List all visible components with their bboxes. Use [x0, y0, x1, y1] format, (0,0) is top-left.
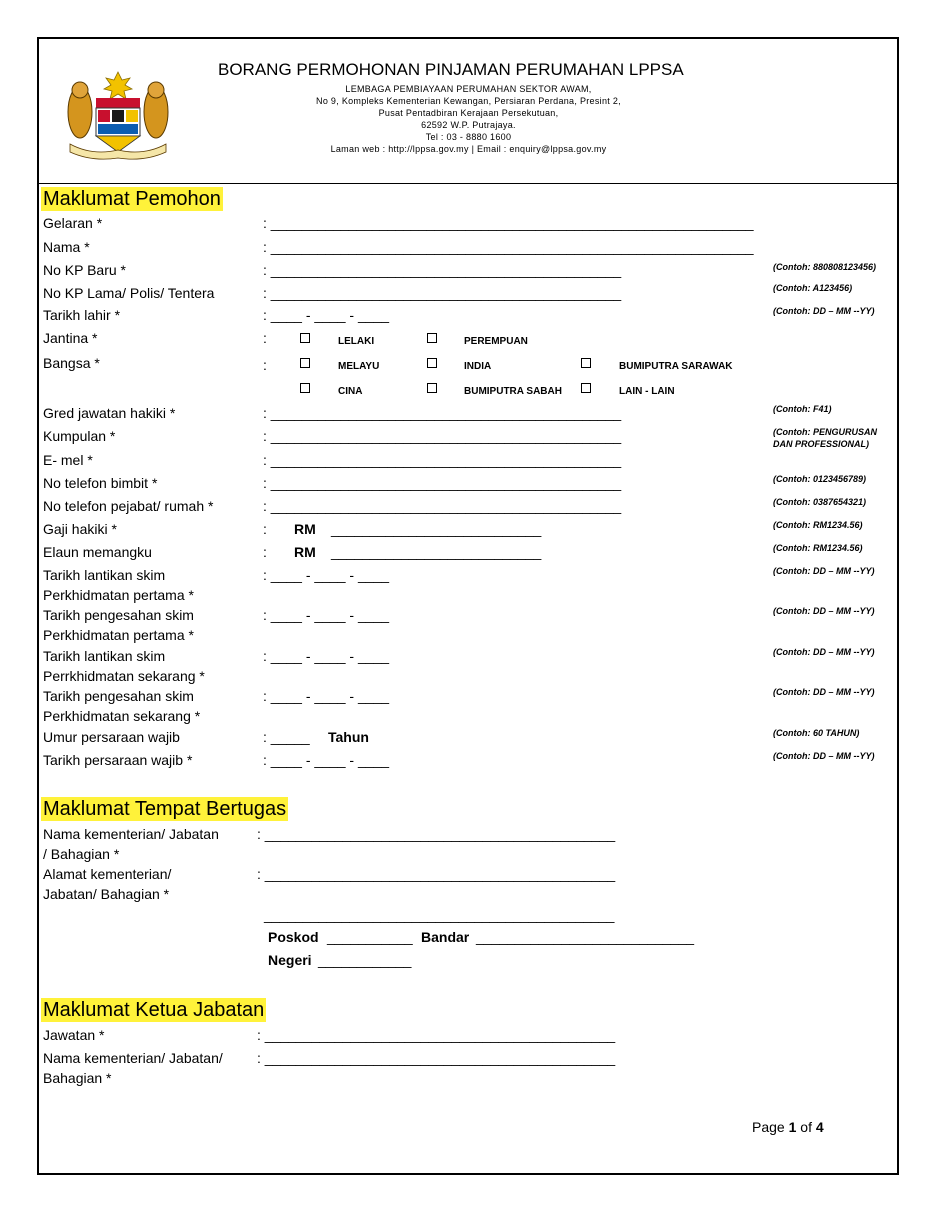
gred-field[interactable]: : _____________________________________________: [263, 405, 622, 421]
bandar-field[interactable]: ____________________________: [476, 929, 695, 945]
bangsa-label: Bangsa *: [43, 355, 100, 371]
lain-lain-checkbox[interactable]: [581, 383, 591, 393]
alamat-label: Alamat kementerian/: [43, 866, 172, 882]
tarikh-persaraan-example: (Contoh: DD – MM --YY): [773, 751, 875, 761]
tempat-kementerian-label: Nama kementerian/ Jabatan: [43, 826, 219, 842]
tel-pejabat-example: (Contoh: 0387654321): [773, 497, 867, 507]
pengesahan-pertama-label: Tarikh pengesahan skim: [43, 607, 194, 623]
page-current: 1: [788, 1119, 797, 1135]
kp-lama-example: (Contoh: A123456): [773, 283, 853, 293]
elaun-colon: :: [263, 544, 267, 560]
tarikh-persaraan-field[interactable]: : ____ - ____ - ____: [263, 752, 390, 768]
pengesahan-sekarang-example: (Contoh: DD – MM --YY): [773, 687, 875, 697]
kp-lama-field[interactable]: : _____________________________________________: [263, 285, 622, 301]
gaji-example: (Contoh: RM1234.56): [773, 520, 863, 530]
poskod-field[interactable]: ___________: [327, 929, 413, 945]
jawatan-field[interactable]: : _____________________________________________: [257, 1027, 616, 1043]
gelaran-field[interactable]: : ______________________________________________________________: [263, 215, 754, 231]
lain-lain-option: LAIN - LAIN: [619, 386, 675, 397]
ketua-kementerian-label: Bahagian *: [43, 1070, 112, 1086]
elaun-example: (Contoh: RM1234.56): [773, 543, 863, 553]
tel-bimbit-label: No telefon bimbit *: [43, 475, 158, 491]
tel-bimbit-example: (Contoh: 0123456789): [773, 474, 867, 484]
lantikan-pertama-example: (Contoh: DD – MM --YY): [773, 566, 875, 576]
gaji-colon: :: [263, 521, 267, 537]
kp-baru-field[interactable]: : _____________________________________________: [263, 262, 622, 278]
india-checkbox[interactable]: [427, 358, 437, 368]
tel-bimbit-field[interactable]: : _____________________________________________: [263, 475, 622, 491]
perempuan-checkbox[interactable]: [427, 333, 437, 343]
tarikh-lahir-field[interactable]: : ____ - ____ - ____: [263, 307, 390, 323]
bumiputra-sabah-option: BUMIPUTRA SABAH: [464, 386, 562, 397]
alamat-field[interactable]: : _____________________________________________: [257, 866, 616, 882]
negeri-label: Negeri: [268, 952, 312, 968]
lelaki-checkbox[interactable]: [300, 333, 310, 343]
page-number: [752, 1119, 824, 1135]
kumpulan-example: DAN PROFESSIONAL): [773, 439, 870, 449]
melayu-option: MELAYU: [338, 361, 380, 372]
kumpulan-label: Kumpulan *: [43, 428, 116, 444]
melayu-checkbox[interactable]: [300, 358, 310, 368]
bumiputra-sabah-checkbox[interactable]: [427, 383, 437, 393]
lantikan-sekarang-label: Perrkhidmatan sekarang *: [43, 668, 205, 684]
tarikh-lahir-label: Tarikh lahir *: [43, 307, 121, 323]
address-line: Pusat Pentadbiran Kerajaan Persekutuan,: [378, 108, 559, 118]
jawatan-label: Jawatan *: [43, 1027, 105, 1043]
bangsa-colon: :: [263, 357, 267, 373]
alamat-field-line2[interactable]: _____________________________________________: [264, 907, 615, 923]
bumiputra-sarawak-option: BUMIPUTRA SARAWAK: [619, 361, 733, 372]
emel-label: E- mel *: [43, 452, 93, 468]
kp-baru-example: (Contoh: 880808123456): [773, 262, 877, 272]
pengesahan-sekarang-label: Perkhidmatan sekarang *: [43, 708, 201, 724]
elaun-label: Elaun memangku: [43, 544, 152, 560]
umur-field[interactable]: : _____: [263, 729, 310, 745]
lantikan-sekarang-example: (Contoh: DD – MM --YY): [773, 647, 875, 657]
gred-example: (Contoh: F41): [773, 404, 832, 414]
emel-field[interactable]: : _____________________________________________: [263, 452, 622, 468]
elaun-currency: RM: [294, 544, 316, 560]
pengesahan-sekarang-label: Tarikh pengesahan skim: [43, 688, 194, 704]
form-title: BORANG PERMOHONAN PINJAMAN PERUMAHAN LPPSA: [218, 60, 684, 79]
india-option: INDIA: [464, 361, 492, 372]
ketua-kementerian-label: Nama kementerian/ Jabatan/: [43, 1050, 223, 1066]
pengesahan-pertama-label: Perkhidmatan pertama *: [43, 627, 194, 643]
negeri-field[interactable]: ____________: [318, 952, 412, 968]
alamat-label: Jabatan/ Bahagian *: [43, 886, 170, 902]
kumpulan-field[interactable]: : _____________________________________________: [263, 428, 622, 444]
lantikan-pertama-label: Perkhidmatan pertama *: [43, 587, 194, 603]
lantikan-sekarang-label: Tarikh lantikan skim: [43, 648, 166, 664]
kumpulan-example: (Contoh: PENGURUSAN: [773, 427, 877, 437]
page-total: 4: [815, 1119, 824, 1135]
lantikan-sekarang-field[interactable]: : ____ - ____ - ____: [263, 648, 390, 664]
umur-label: Umur persaraan wajib: [43, 729, 180, 745]
pengesahan-sekarang-field[interactable]: : ____ - ____ - ____: [263, 688, 390, 704]
nama-field[interactable]: : ______________________________________________________________: [263, 239, 754, 255]
section-title-tempat: Maklumat Tempat Bertugas: [43, 798, 287, 820]
perempuan-option: PEREMPUAN: [464, 336, 528, 347]
umur-unit: Tahun: [328, 729, 369, 745]
kp-lama-label: No KP Lama/ Polis/ Tentera: [43, 285, 215, 301]
kp-baru-label: No KP Baru *: [43, 262, 127, 278]
gaji-field[interactable]: ___________________________: [331, 521, 542, 537]
poskod-label: Poskod: [268, 929, 319, 945]
pengesahan-pertama-field[interactable]: : ____ - ____ - ____: [263, 607, 390, 623]
lantikan-pertama-field[interactable]: : ____ - ____ - ____: [263, 567, 390, 583]
tel-pejabat-label: No telefon pejabat/ rumah *: [43, 498, 214, 514]
address-line: 62592 W.P. Putrajaya.: [421, 120, 516, 130]
ketua-kementerian-field[interactable]: : _____________________________________________: [257, 1050, 616, 1066]
gaji-label: Gaji hakiki *: [43, 521, 117, 537]
web-email-line: Laman web : http://lppsa.gov.my | Email : enquiry@lppsa.gov.my: [330, 144, 607, 154]
bandar-label: Bandar: [421, 929, 470, 945]
gelaran-label: Gelaran *: [43, 215, 103, 231]
elaun-field[interactable]: ___________________________: [331, 544, 542, 560]
nama-label: Nama *: [43, 239, 90, 255]
tel-pejabat-field[interactable]: : _____________________________________________: [263, 498, 622, 514]
phone-line: Tel : 03 - 8880 1600: [425, 132, 512, 142]
umur-example: (Contoh: 60 TAHUN): [773, 728, 860, 738]
address-line: LEMBAGA PEMBIAYAAN PERUMAHAN SEKTOR AWAM,: [345, 84, 592, 94]
lantikan-pertama-label: Tarikh lantikan skim: [43, 567, 166, 583]
pengesahan-pertama-example: (Contoh: DD – MM --YY): [773, 606, 875, 616]
lelaki-option: LELAKI: [338, 336, 375, 347]
section-title-ketua: Maklumat Ketua Jabatan: [43, 999, 265, 1021]
section-title-pemohon: Maklumat Pemohon: [43, 188, 221, 210]
bumiputra-sarawak-checkbox[interactable]: [581, 358, 591, 368]
address-line: No 9, Kompleks Kementerian Kewangan, Persiaran Perdana, Presint 2,: [316, 96, 621, 106]
cina-checkbox[interactable]: [300, 383, 310, 393]
tarikh-persaraan-label: Tarikh persaraan wajib *: [43, 752, 193, 768]
page-of: of: [800, 1119, 812, 1135]
cina-option: CINA: [338, 386, 363, 397]
header-divider: [37, 183, 899, 184]
gaji-currency: RM: [294, 521, 316, 537]
tempat-kementerian-field[interactable]: : _____________________________________________: [257, 826, 616, 842]
tempat-kementerian-label: / Bahagian *: [43, 846, 120, 862]
page-prefix: Page: [752, 1119, 785, 1135]
jantina-label: Jantina *: [43, 330, 98, 346]
jantina-colon: :: [263, 330, 267, 346]
tarikh-lahir-example: (Contoh: DD – MM --YY): [773, 306, 875, 316]
gred-label: Gred jawatan hakiki *: [43, 405, 176, 421]
